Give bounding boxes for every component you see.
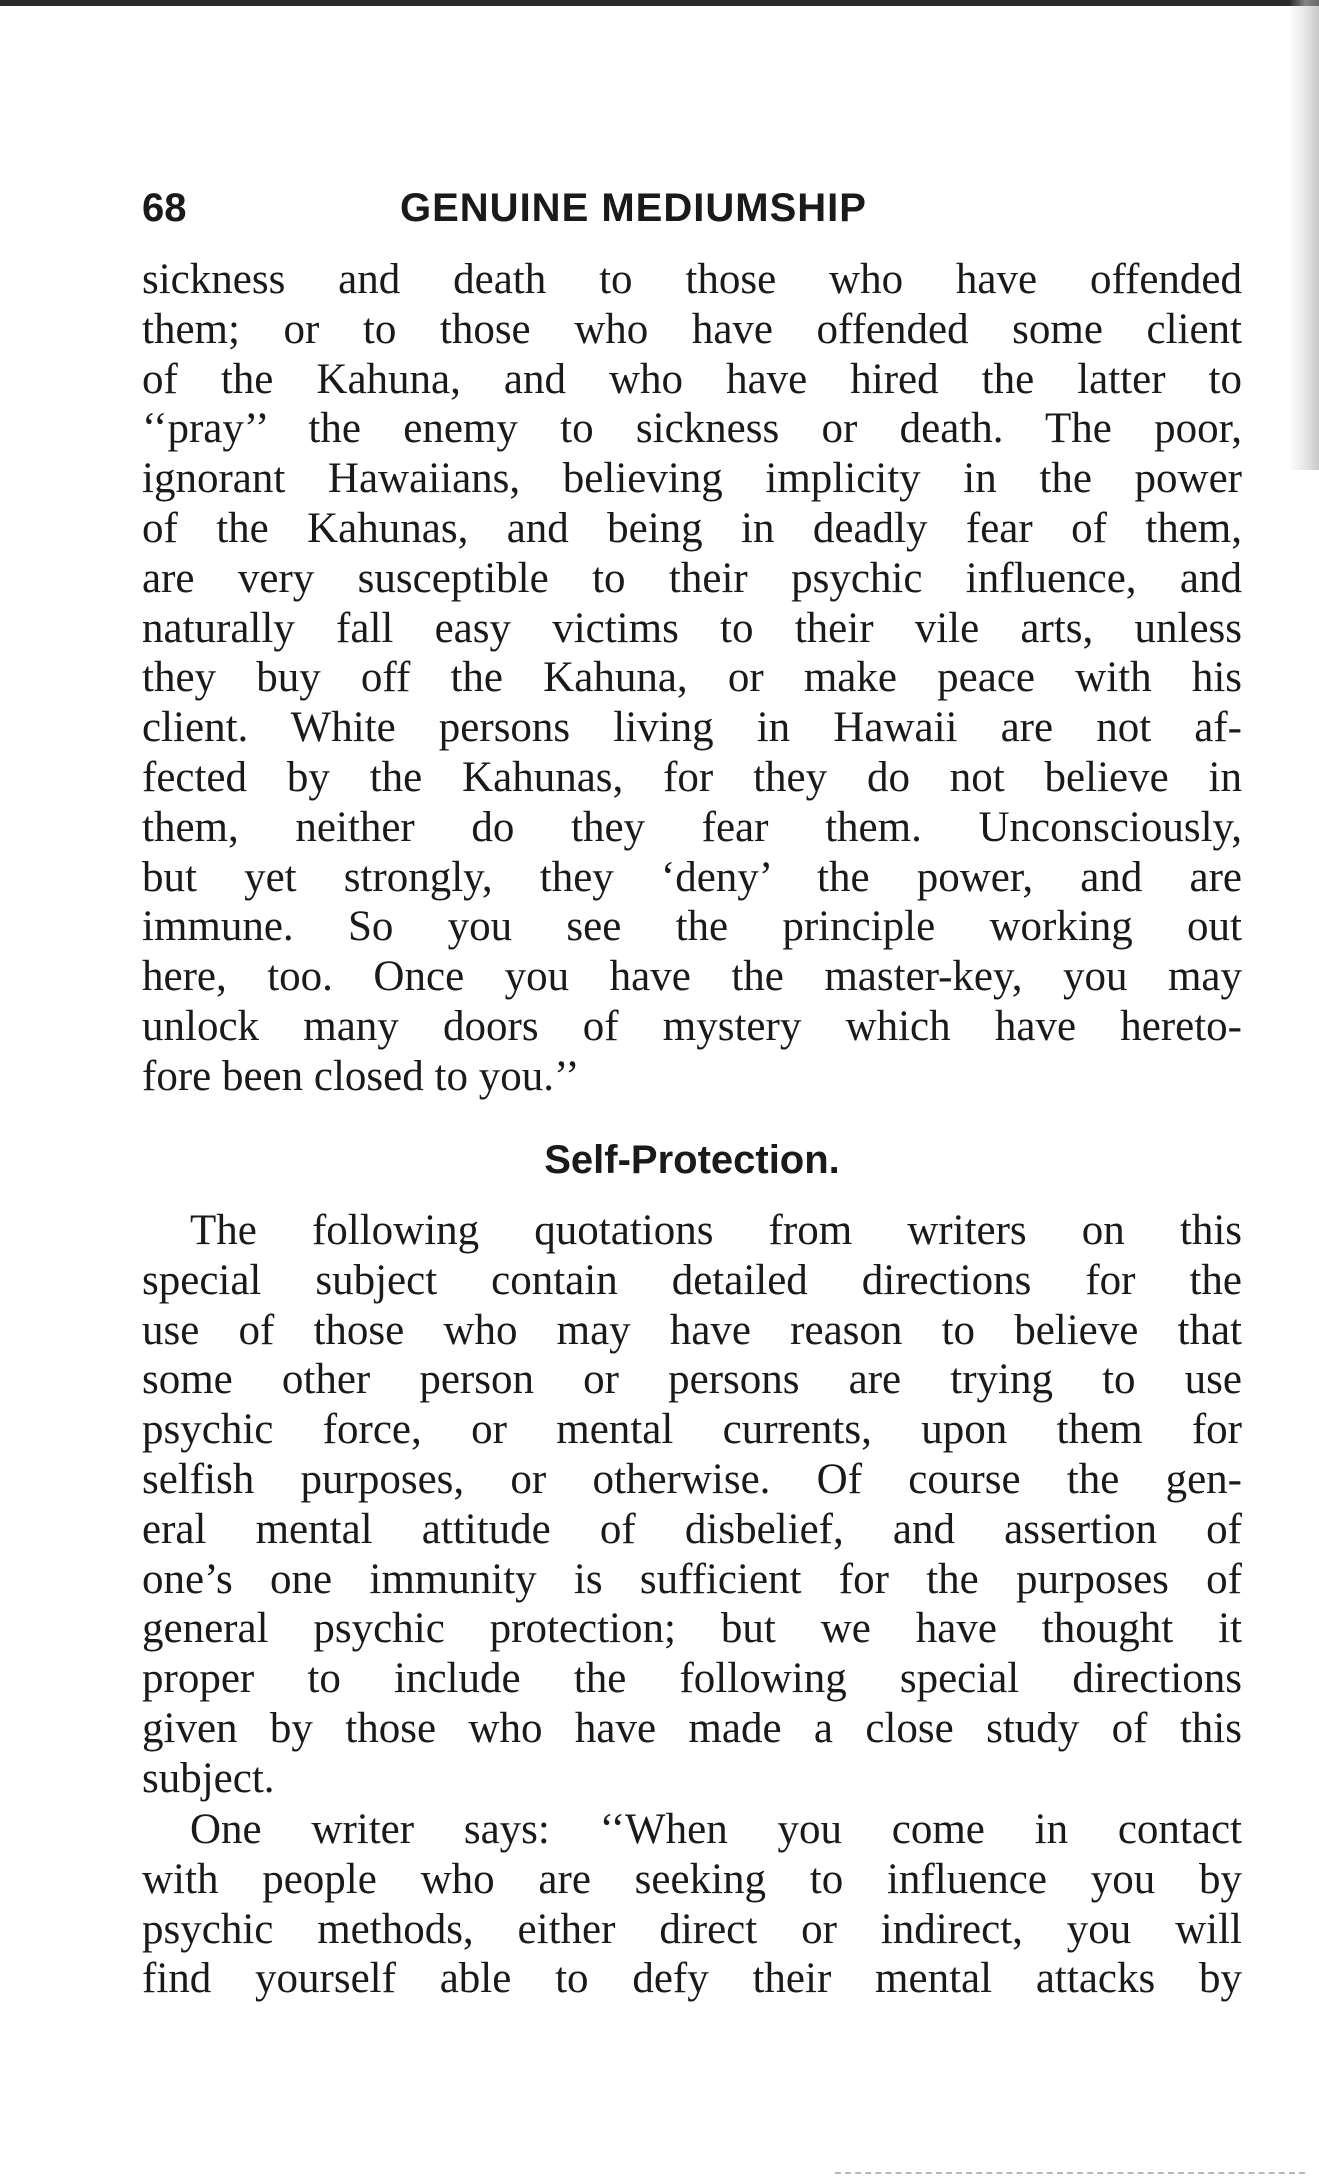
text-line: ‘‘pray’’ the enemy to sickness or death. The poor, xyxy=(142,405,1242,453)
text-line: immune. So you see the principle working out xyxy=(142,903,1242,951)
text-line: of the Kahuna, and who have hired the latter to xyxy=(142,355,1242,403)
text-line: but yet strongly, they ‘deny’ the power, and are xyxy=(142,853,1242,901)
text-line: they buy off the Kahuna, or make peace with his xyxy=(142,654,1242,702)
text-line: ignorant Hawaiians, believing implicity in the power xyxy=(142,455,1242,503)
section-heading: Self-Protection. xyxy=(544,1138,840,1182)
bottom-scan-marks xyxy=(835,2172,1305,2176)
paragraph-continued xyxy=(142,255,1242,1102)
paragraph-self-protection xyxy=(142,1206,1242,1804)
text-line: general psychic protection; but we have thought it xyxy=(142,1605,1242,1653)
text-line: given by those who have made a close study of this xyxy=(142,1704,1242,1752)
text-line: psychic force, or mental currents, upon them for xyxy=(142,1406,1242,1454)
text-line: fore been closed to you.’’ xyxy=(142,1052,580,1100)
text-line: One writer says: ‘‘When you come in contact xyxy=(190,1806,1242,1853)
text-line: The following quotations from writers on this xyxy=(190,1207,1242,1254)
text-line: naturally fall easy victims to their vile arts, unless xyxy=(142,604,1242,652)
text-line: are very susceptible to their psychic influence, and xyxy=(142,554,1242,602)
text-line: them, neither do they fear them. Unconsciously, xyxy=(142,803,1242,851)
text-line: use of those who may have reason to believe that xyxy=(142,1306,1242,1354)
text-line: psychic methods, either direct or indirect, you will xyxy=(142,1905,1242,1953)
text-line: with people who are seeking to influence you by xyxy=(142,1855,1242,1903)
text-line: one’s one immunity is sufficient for the purposes of xyxy=(142,1555,1242,1603)
page-top-edge xyxy=(0,0,1319,6)
text-line: sickness and death to those who have offended xyxy=(142,256,1242,303)
text-line: them; or to those who have offended some client xyxy=(142,305,1242,353)
page-header xyxy=(142,178,1242,238)
text-line: selfish purposes, or otherwise. Of course the gen- xyxy=(142,1455,1242,1503)
page-edge-shadow xyxy=(1289,0,1319,470)
page-number: 68 xyxy=(142,186,187,230)
text-line: unlock many doors of mystery which have hereto- xyxy=(142,1002,1242,1050)
text-line: client. White persons living in Hawaii are not af- xyxy=(142,704,1242,752)
running-title: GENUINE MEDIUMSHIP xyxy=(400,186,867,230)
text-line: proper to include the following special directions xyxy=(142,1655,1242,1703)
text-line: some other person or persons are trying to use xyxy=(142,1356,1242,1404)
text-line: fected by the Kahunas, for they do not believe in xyxy=(142,753,1242,801)
text-line: eral mental attitude of disbelief, and assertion of xyxy=(142,1505,1242,1553)
paragraph-one-writer xyxy=(142,1805,1242,2004)
text-line: find yourself able to defy their mental attacks by xyxy=(142,1955,1242,2003)
text-line: subject. xyxy=(142,1754,275,1802)
text-line: of the Kahunas, and being in deadly fear of them, xyxy=(142,504,1242,552)
text-line: here, too. Once you have the master-key, you may xyxy=(142,953,1242,1001)
text-line: special subject contain detailed directions for the xyxy=(142,1256,1242,1304)
